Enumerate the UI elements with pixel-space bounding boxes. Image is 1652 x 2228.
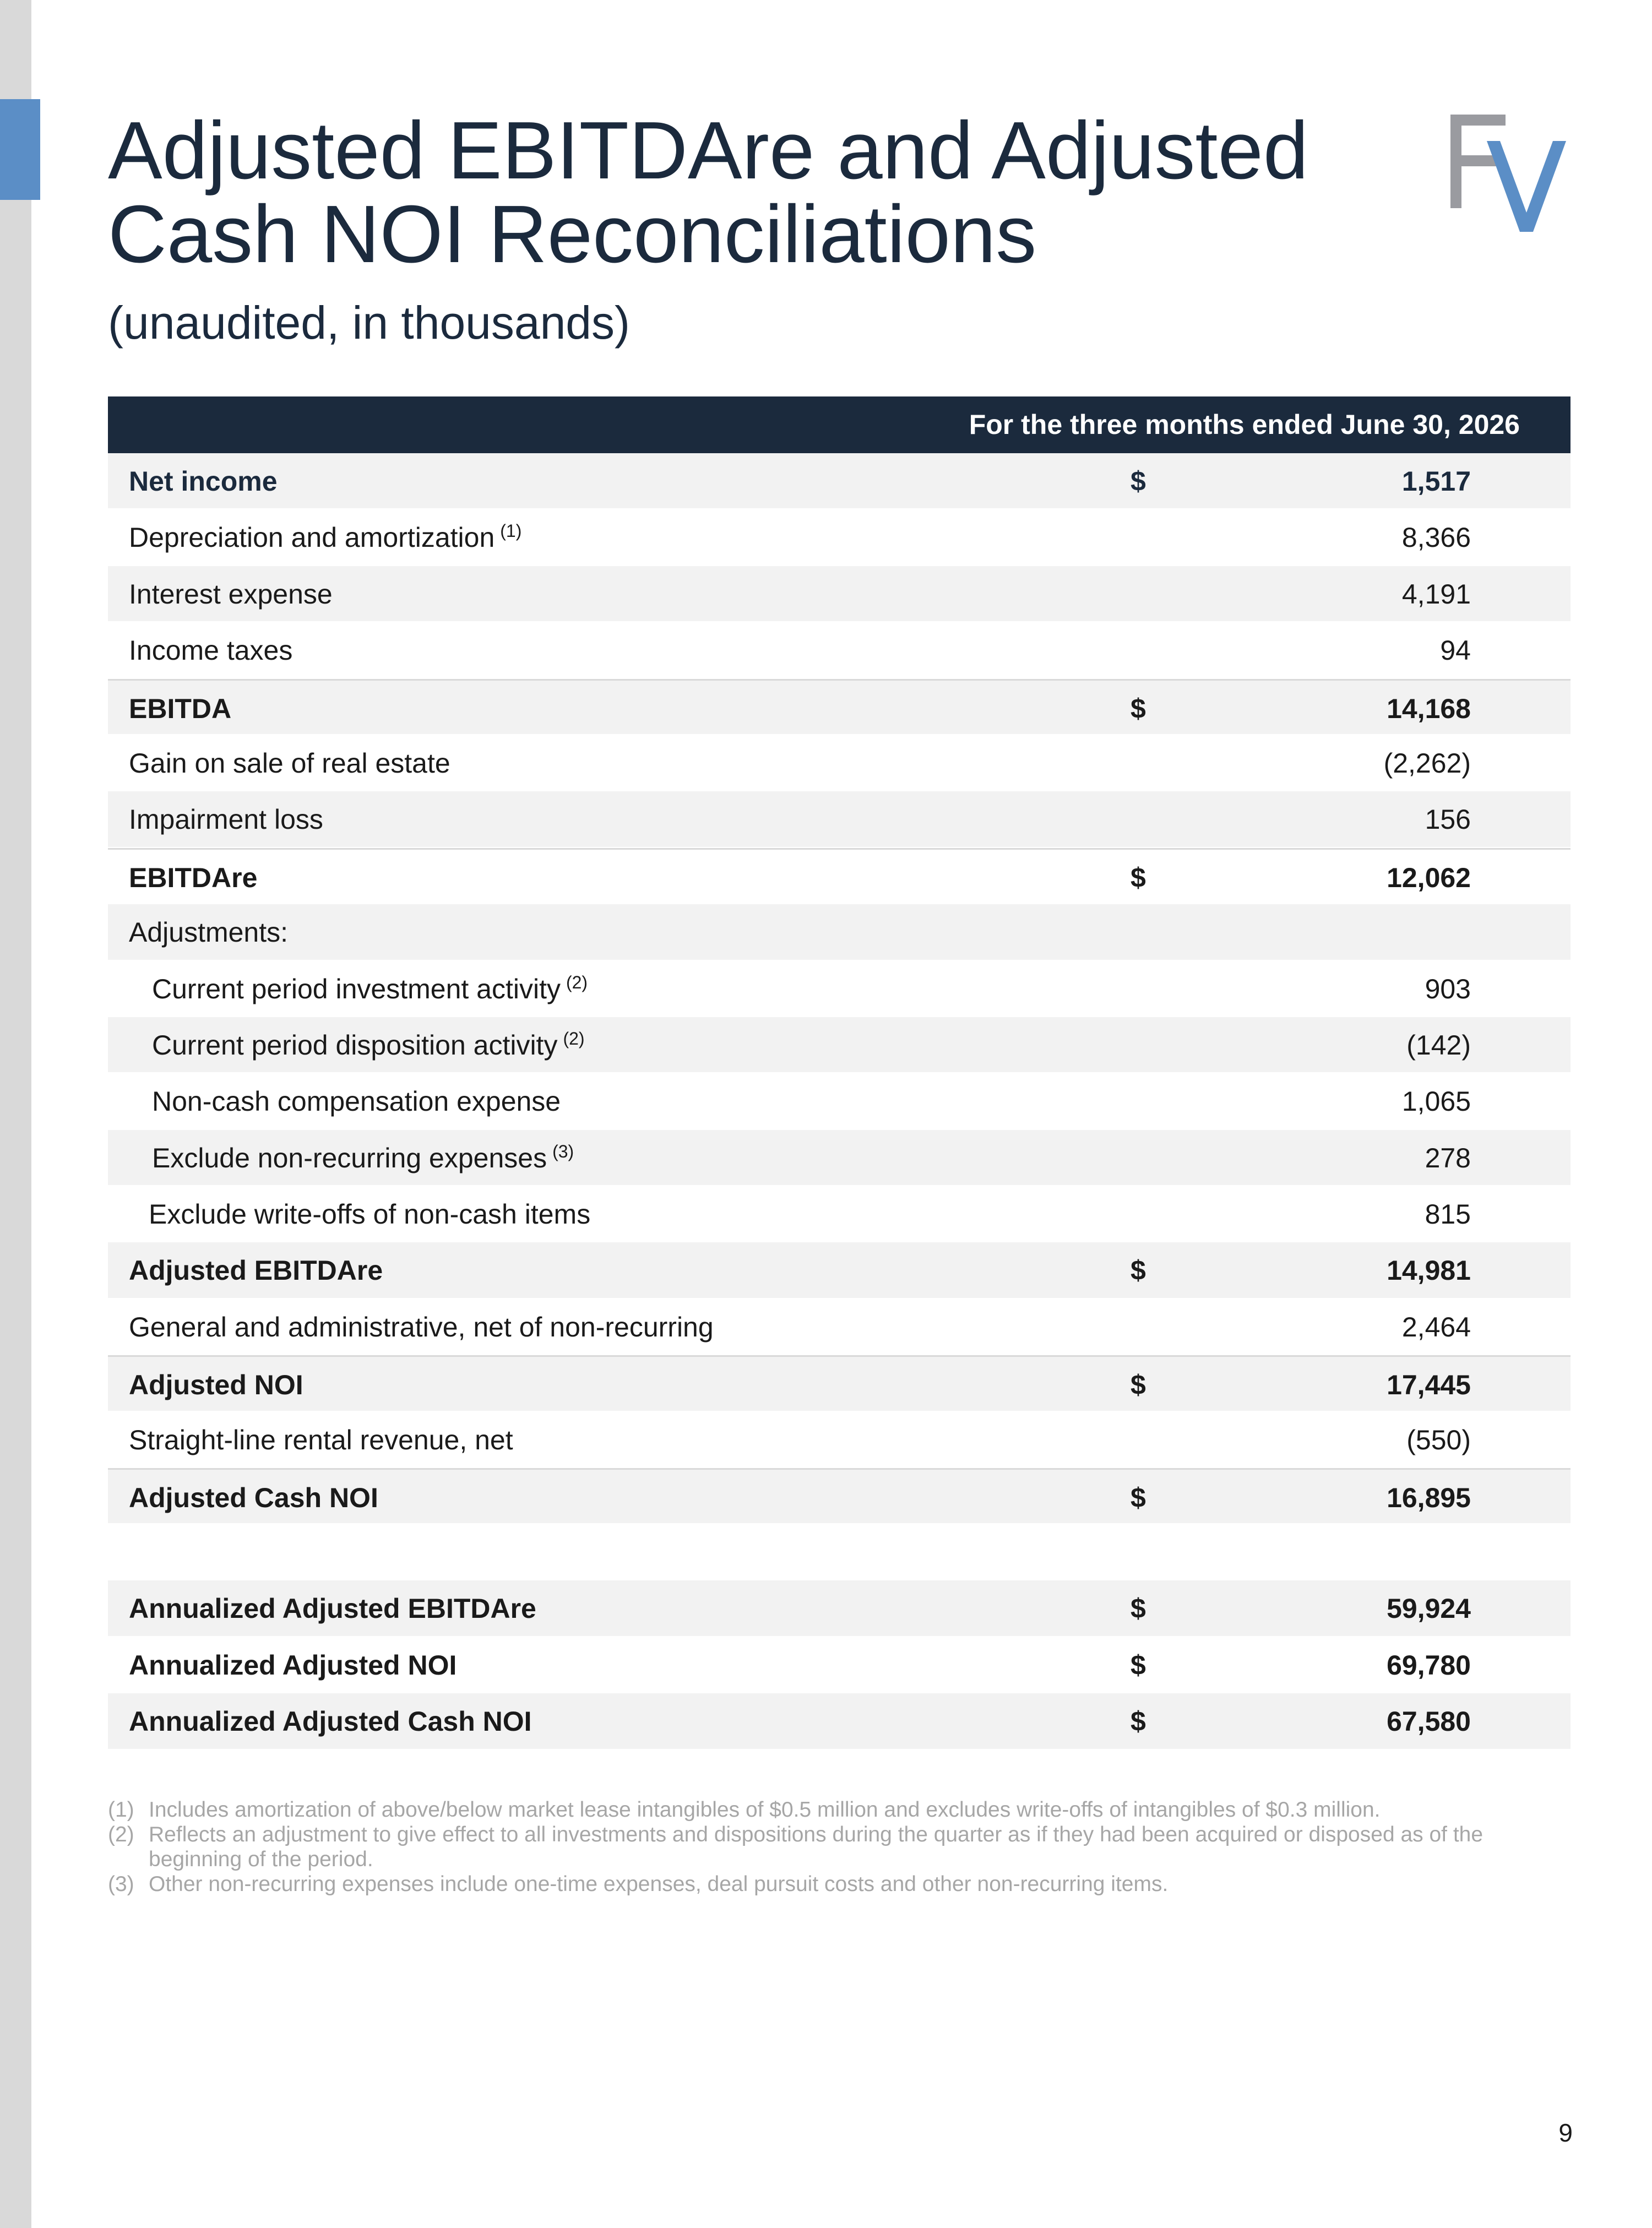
table-row	[108, 1355, 1571, 1411]
row-label: EBITDAre	[129, 862, 258, 893]
row-value: 14,168	[1387, 693, 1471, 724]
row-label: Exclude non-recurring expenses $^{(3)}$	[152, 1141, 574, 1173]
footnote-text: Other non-recurring expenses include one-time expenses, deal pursuit costs and other non-recurring items.	[149, 1872, 1169, 1896]
table-row	[108, 1186, 1571, 1242]
row-label: Non-cash compensation expense	[152, 1086, 561, 1117]
table-row	[108, 961, 1571, 1017]
row-value: 16,895	[1387, 1482, 1471, 1514]
footnote	[108, 1797, 1540, 1822]
row-label: Annualized Adjusted EBITDAre	[129, 1593, 536, 1624]
row-value: 17,445	[1387, 1370, 1471, 1401]
dollar-sign: $	[1131, 1706, 1146, 1737]
row-value: 4,191	[1401, 578, 1471, 610]
row-label: Interest expense	[129, 578, 333, 610]
footnote-ref: (1)	[500, 521, 522, 541]
footnote-number: (3)	[108, 1872, 134, 1896]
table-row	[108, 1242, 1571, 1298]
row-value: 2,464	[1401, 1311, 1471, 1343]
table-row	[108, 509, 1571, 566]
page-number: 9	[1558, 2118, 1573, 2147]
row-label: Income taxes	[129, 635, 293, 666]
title-line-2: Cash NOI Reconciliations	[108, 189, 1037, 280]
row-label: Current period investment activity $^{(2)}$	[152, 972, 588, 1004]
page-subtitle: (unaudited, in thousands)	[108, 297, 630, 349]
table-row	[108, 904, 1571, 960]
left-margin-bar	[0, 0, 31, 2228]
period-header: For the three months ended June 30, 2026	[969, 409, 1520, 440]
footnote-ref: (2)	[566, 972, 588, 992]
row-value: 903	[1425, 973, 1471, 1004]
dollar-sign: $	[1131, 693, 1146, 724]
row-value: 67,580	[1387, 1706, 1471, 1737]
footnote-number: (2)	[108, 1823, 134, 1846]
table-row	[108, 453, 1571, 509]
dollar-sign: $	[1131, 862, 1146, 893]
row-value: 1,065	[1401, 1086, 1471, 1117]
row-label: Current period disposition activity $^{(2)}$	[152, 1028, 585, 1061]
row-value: 1,517	[1401, 466, 1471, 497]
row-label: Annualized Adjusted NOI	[129, 1649, 457, 1681]
footnote-number: (1)	[108, 1798, 134, 1822]
dollar-sign: $	[1131, 1255, 1146, 1286]
dollar-sign: $	[1131, 1649, 1146, 1681]
table-row	[108, 1130, 1571, 1186]
dollar-sign: $	[1131, 1370, 1146, 1401]
table-row	[108, 566, 1571, 622]
row-value: 94	[1440, 635, 1471, 666]
table-row	[108, 679, 1571, 735]
dollar-sign: $	[1131, 1482, 1146, 1514]
footnote	[108, 1872, 1540, 1896]
dollar-sign: $	[1131, 1593, 1146, 1624]
row-label: Adjusted Cash NOI	[129, 1482, 378, 1514]
row-value: 156	[1425, 804, 1471, 835]
row-label: Exclude write-offs of non-cash items	[149, 1199, 591, 1230]
footnote-ref: (2)	[563, 1028, 585, 1048]
row-value: 8,366	[1401, 522, 1471, 553]
reconciliation-table	[108, 396, 1571, 1750]
row-label: EBITDA	[129, 693, 232, 724]
table-row	[108, 1412, 1571, 1468]
footnote	[108, 1822, 1540, 1872]
footnote-ref: (3)	[552, 1141, 574, 1161]
row-label: Gain on sale of real estate	[129, 747, 450, 779]
table-row	[108, 1637, 1571, 1693]
table-row	[108, 1693, 1571, 1749]
dollar-sign: $	[1131, 466, 1146, 497]
row-value: (142)	[1406, 1029, 1471, 1061]
row-value: 69,780	[1387, 1649, 1471, 1681]
footnote-text: Reflects an adjustment to give effect to all investments and dispositions during the quarter as if they had been acquired or disposed as of the beginning of the period.	[149, 1823, 1483, 1871]
row-label: Depreciation and amortization $^{(1)}$	[129, 521, 522, 553]
table-row	[108, 791, 1571, 847]
fv-logo-icon	[1448, 108, 1575, 240]
footnote-text: Includes amortization of above/below market lease intangibles of $0.5 million and excludes write-offs of intangibles of $0.3 million.	[149, 1798, 1381, 1822]
row-label: General and administrative, net of non-recurring	[129, 1311, 714, 1343]
table-spacer	[108, 1524, 1571, 1580]
page-title	[108, 105, 1374, 280]
table-row	[108, 622, 1571, 678]
row-label: Net income	[129, 466, 278, 497]
table-header	[108, 396, 1571, 453]
table-row	[108, 735, 1571, 791]
row-value: 278	[1425, 1142, 1471, 1173]
row-value: (550)	[1406, 1424, 1471, 1455]
row-value: 815	[1425, 1199, 1471, 1230]
title-line-1: Adjusted EBITDAre and Adjusted	[108, 105, 1309, 196]
row-label: Annualized Adjusted Cash NOI	[129, 1706, 532, 1737]
row-value: 59,924	[1387, 1593, 1471, 1624]
footnotes	[108, 1797, 1540, 1896]
table-row	[108, 1468, 1571, 1524]
row-value: 14,981	[1387, 1255, 1471, 1286]
table-row	[108, 1580, 1571, 1637]
row-label: Impairment loss	[129, 804, 323, 835]
row-label: Adjustments:	[129, 917, 289, 948]
table-row	[108, 1017, 1571, 1073]
row-value: 12,062	[1387, 862, 1471, 893]
table-row	[108, 1073, 1571, 1129]
row-label: Straight-line rental revenue, net	[129, 1424, 513, 1455]
left-accent-tab	[0, 99, 40, 200]
table-row	[108, 1299, 1571, 1355]
row-value: (2,262)	[1383, 747, 1471, 779]
row-label: Adjusted NOI	[129, 1370, 303, 1401]
table-row	[108, 848, 1571, 904]
row-label: Adjusted EBITDAre	[129, 1255, 383, 1286]
